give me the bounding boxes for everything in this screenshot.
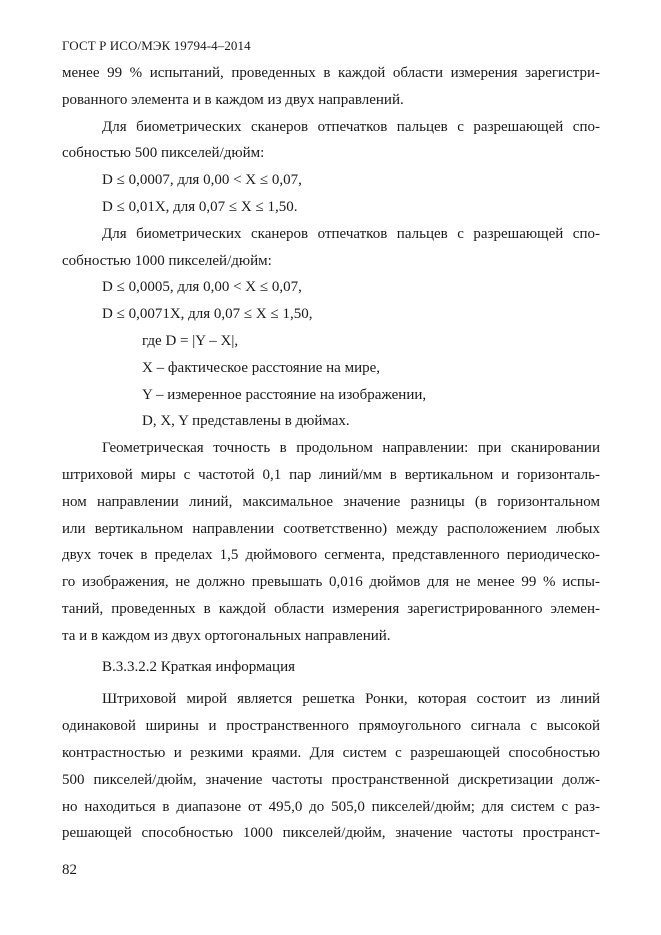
formula-line: D ≤ 0,01X, для 0,07 ≤ X ≤ 1,50. <box>102 198 298 215</box>
text-line: 500 пикселей/дюйм, значение частоты пространственной дискретизации долж- <box>62 771 600 788</box>
text-line: таний, проведенных в каждой области измерения зарегистрированного элемен- <box>62 600 600 617</box>
text-line: собностью 500 пикселей/дюйм: <box>62 145 265 162</box>
text-line: го изображения, не должно превышать 0,016 дюймов для не менее 99 % испы- <box>62 574 600 591</box>
section-heading: B.3.3.2.2 Краткая информация <box>102 658 296 675</box>
text-line: Штриховой мирой является решетка Ронки, которая состоит из линий <box>102 691 600 708</box>
definition-line: X – фактическое расстояние на мире, <box>142 359 381 376</box>
text-line: штриховой миры с частотой 0,1 пар линий/мм в вертикальном и горизонталь- <box>62 466 600 483</box>
text-line: рованного элемента и в каждом из двух направлений. <box>62 91 404 108</box>
text-line: контрастностью и резкими краями. Для систем с разрешающей способностью <box>62 744 600 761</box>
formula-line: D ≤ 0,0071X, для 0,07 ≤ X ≤ 1,50, <box>102 306 313 323</box>
document-body <box>62 60 600 847</box>
text-line: собностью 1000 пикселей/дюйм: <box>62 252 272 269</box>
definition-line: Y – измеренное расстояние на изображении, <box>142 386 427 403</box>
text-line: но находиться в диапазоне от 495,0 до 505,0 пикселей/дюйм; для систем с раз- <box>62 798 600 815</box>
formula-line: D ≤ 0,0005, для 0,00 < X ≤ 0,07, <box>102 279 302 296</box>
page-number: 82 <box>62 862 77 878</box>
text-line: ном направлении линий, максимальное значение разницы (в горизонтальном <box>62 493 600 510</box>
text-line: Геометрическая точность в продольном направлении: при сканировании <box>102 440 600 457</box>
definition-line: где D = |Y – X|, <box>142 332 239 349</box>
text-line: Для биометрических сканеров отпечатков пальцев с разрешающей спо- <box>102 118 600 135</box>
text-line: двух точек в пределах 1,5 дюймового сегмента, представленного периодическо- <box>62 547 600 564</box>
text-line: решающей способностью 1000 пикселей/дюйм, значение частоты пространст- <box>62 825 600 842</box>
text-line: одинаковой ширины и пространственного прямоугольного сигнала с высокой <box>62 718 600 735</box>
text-line: та и в каждом из двух ортогональных направлений. <box>62 627 391 644</box>
text-line: менее 99 % испытаний, проведенных в каждой области измерения зарегистри- <box>62 65 600 81</box>
definition-line: D, X, Y представлены в дюймах. <box>142 413 350 430</box>
document-header: ГОСТ Р ИСО/МЭК 19794-4–2014 <box>62 38 251 53</box>
text-line: Для биометрических сканеров отпечатков пальцев с разрешающей спо- <box>102 225 600 242</box>
formula-line: D ≤ 0,0007, для 0,00 < X ≤ 0,07, <box>102 172 302 189</box>
text-line: или вертикальном направлении соответственно) между расположением любых <box>62 520 600 537</box>
